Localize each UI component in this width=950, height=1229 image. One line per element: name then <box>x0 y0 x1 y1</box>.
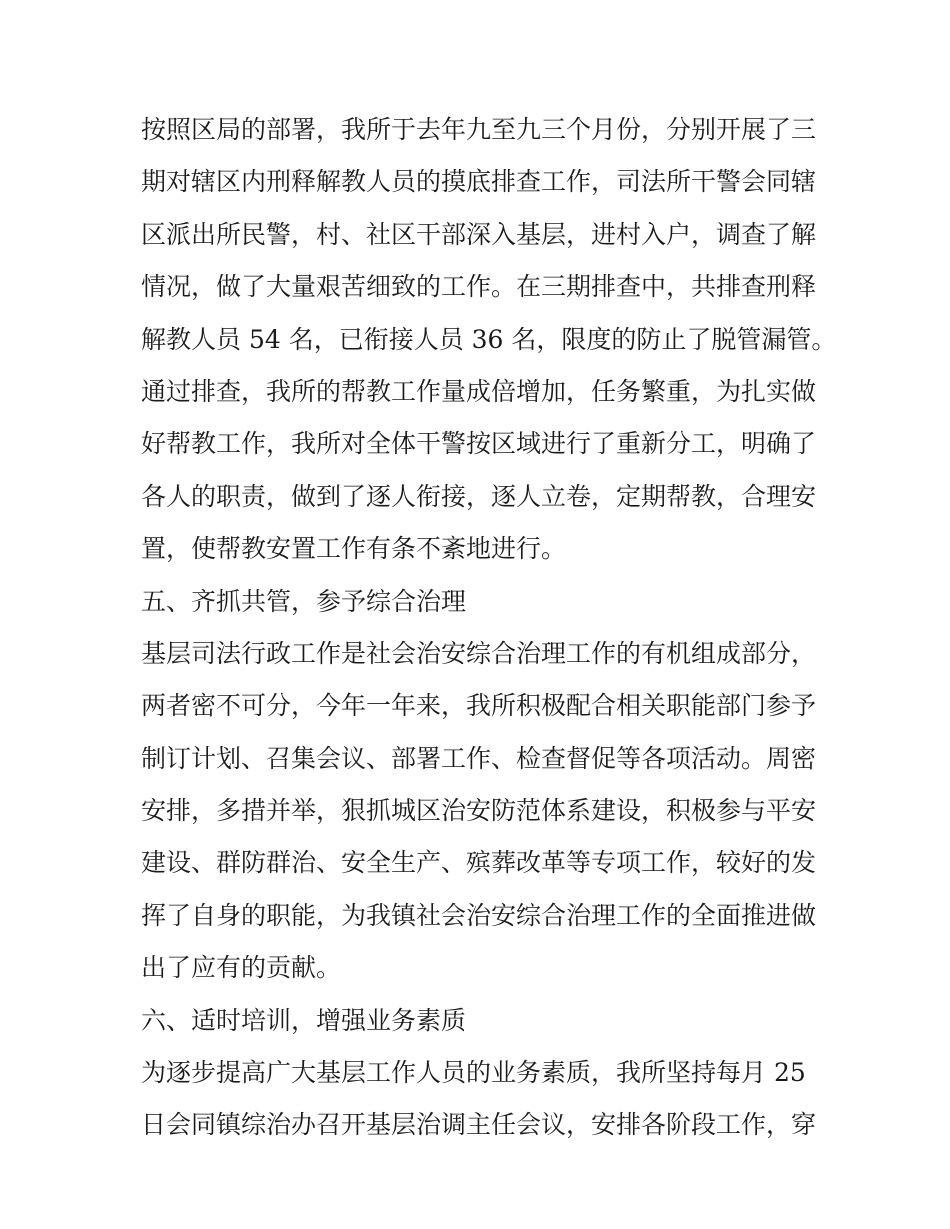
text-line: 各人的职责，做到了逐人衔接，逐人立卷，定期帮教，合理安 <box>141 481 817 511</box>
text-line: 为逐步提高广大基层工作人员的业务素质，我所坚持每月 25 <box>141 1058 806 1088</box>
text-line: 期对辖区内刑释解教人员的摸底排查工作，司法所干警会同辖 <box>141 167 817 197</box>
text-line: 好帮教工作，我所对全体干警按区域进行了重新分工，明确了 <box>141 429 817 459</box>
text-line: 建设、群防群治、安全生产、殡葬改革等专项工作，较好的发 <box>141 848 817 878</box>
text-line: 制订计划、召集会议、部署工作、检查督促等各项活动。周密 <box>141 743 817 773</box>
text-line: 挥了自身的职能，为我镇社会治安综合治理工作的全面推进做 <box>141 900 817 930</box>
text-line: 通过排查，我所的帮教工作量成倍增加，任务繁重，为扎实做 <box>141 376 817 406</box>
text-line: 安排，多措并举，狠抓城区治安防范体系建设，积极参与平安 <box>141 796 817 826</box>
text-line: 解教人员 54 名，已衔接人员 36 名，限度的防止了脱管漏管。 <box>141 324 837 354</box>
text-line: 按照区局的部署，我所于去年九至九三个月份，分别开展了三 <box>141 115 817 144</box>
text-line: 基层司法行政工作是社会治安综合治理工作的有机组成部分， <box>141 638 817 668</box>
document-body <box>141 104 837 1152</box>
text-line: 置，使帮教安置工作有条不紊地进行。 <box>141 534 567 564</box>
text-line: 两者密不可分，今年一年来，我所积极配合相关职能部门参予 <box>141 691 817 721</box>
text-line: 出了应有的贡献。 <box>141 953 342 983</box>
text-line: 日会同镇综治办召开基层治调主任会议，安排各阶段工作，穿 <box>141 1110 817 1140</box>
text-line: 情况，做了大量艰苦细致的工作。在三期排查中，共排查刑释 <box>141 272 817 302</box>
section-heading: 五、齐抓共管，参予综合治理 <box>141 586 467 616</box>
section-heading: 六、适时培训，增强业务素质 <box>141 1005 467 1035</box>
text-line: 区派出所民警，村、社区干部深入基层，进村入户，调查了解 <box>141 219 817 249</box>
